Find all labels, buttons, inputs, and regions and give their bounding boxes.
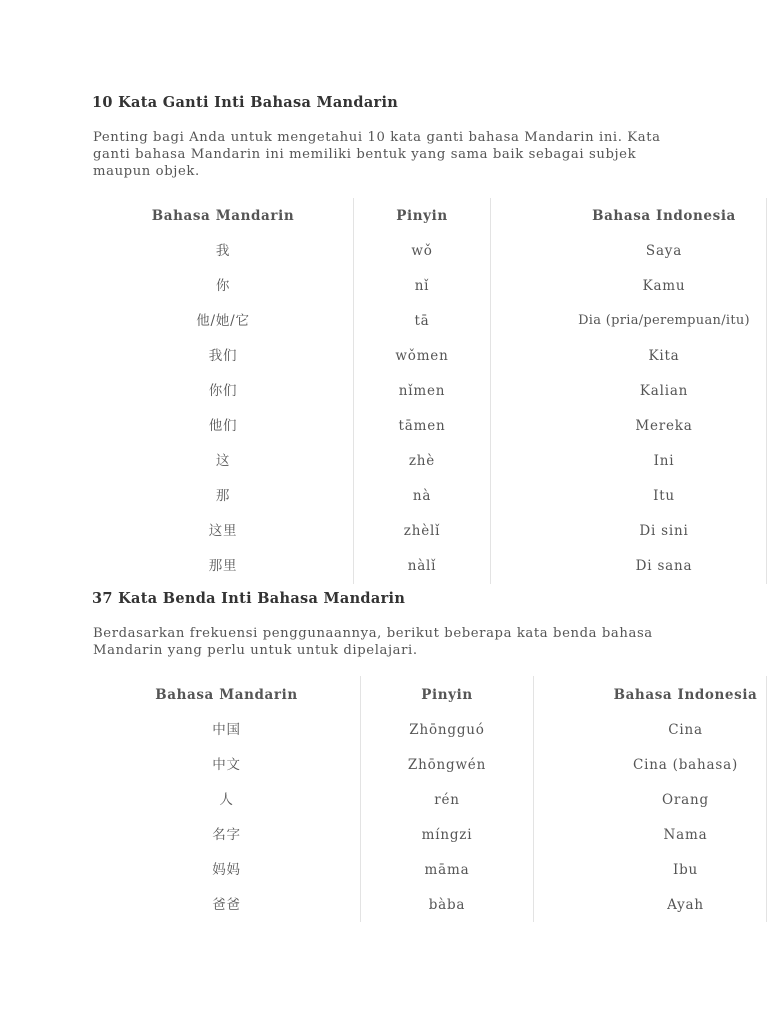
table-cell-indonesian: Itu — [653, 488, 675, 504]
section-1-title: 10 Kata Ganti Inti Bahasa Mandarin — [92, 94, 399, 111]
table-cell-mandarin: 人 — [219, 792, 234, 808]
table-cell-pinyin: nǐmen — [398, 383, 446, 399]
table-cell-pinyin: rén — [434, 792, 460, 808]
table-header-cell: Bahasa Mandarin — [151, 208, 295, 224]
table-cell-pinyin: nà — [412, 488, 432, 504]
column-divider — [533, 676, 534, 922]
table-cell-indonesian: Mereka — [635, 418, 693, 434]
table-cell-indonesian: Ayah — [667, 897, 704, 913]
table-cell-indonesian: Saya — [645, 243, 683, 259]
table-cell-pinyin: Zhōngwén — [407, 757, 487, 773]
table-cell-mandarin: 中国 — [212, 722, 241, 738]
table-cell-mandarin: 中文 — [212, 757, 241, 773]
table-cell-pinyin: wǒmen — [395, 348, 449, 364]
table-header-cell: Pinyin — [396, 208, 448, 224]
column-divider — [766, 676, 767, 922]
section-2-title: 37 Kata Benda Inti Bahasa Mandarin — [92, 590, 406, 607]
table-cell-indonesian: Nama — [663, 827, 708, 843]
table-cell-pinyin: māma — [424, 862, 470, 878]
column-divider — [766, 198, 767, 584]
table-cell-pinyin: zhèlǐ — [403, 523, 441, 539]
table-cell-mandarin: 我们 — [208, 348, 238, 364]
table-header-cell: Pinyin — [421, 687, 473, 703]
table-cell-pinyin: míngzi — [421, 827, 473, 843]
table-cell-mandarin: 你 — [215, 278, 231, 294]
table-cell-pinyin: Zhōngguó — [409, 722, 485, 738]
table-cell-mandarin: 他们 — [208, 418, 238, 434]
table-cell-pinyin: nǐ — [414, 278, 430, 294]
paragraph-line: Berdasarkan frekuensi penggunaannya, berikut beberapa kata benda bahasa — [93, 626, 653, 641]
paragraph-line: ganti bahasa Mandarin ini memiliki bentuk yang sama baik sebagai subjek — [93, 147, 637, 162]
table-cell-pinyin: wǒ — [411, 243, 433, 259]
table-cell-mandarin: 这 — [215, 453, 231, 469]
table-cell-indonesian: Kamu — [642, 278, 686, 294]
table-cell-mandarin: 名字 — [212, 827, 241, 843]
paragraph-line: Penting bagi Anda untuk mengetahui 10 kata ganti bahasa Mandarin ini. Kata — [93, 130, 661, 145]
table-cell-mandarin: 那里 — [208, 558, 238, 574]
table-cell-indonesian: Cina (bahasa) — [632, 757, 739, 773]
table-cell-mandarin: 爸爸 — [212, 897, 241, 913]
table-cell-indonesian: Dia (pria/perempuan/itu) — [578, 313, 750, 328]
table-cell-indonesian: Di sana — [635, 558, 693, 574]
table-cell-mandarin: 他/她/它 — [196, 313, 250, 329]
section-1-paragraph — [93, 129, 661, 180]
table-cell-pinyin: nàlǐ — [407, 558, 437, 574]
table-cell-indonesian: Cina — [668, 722, 703, 738]
table-header-cell: Bahasa Mandarin — [155, 687, 298, 703]
paragraph-line: maupun objek. — [93, 164, 200, 179]
table-cell-mandarin: 你们 — [208, 383, 238, 399]
table-cell-pinyin: zhè — [408, 453, 436, 469]
table-cell-mandarin: 我 — [215, 243, 231, 259]
table-cell-indonesian: Di sini — [639, 523, 689, 539]
paragraph-line: Mandarin yang perlu untuk untuk dipelajari. — [93, 643, 418, 658]
table-header-cell: Bahasa Indonesia — [613, 687, 758, 703]
table-cell-indonesian: Orang — [662, 792, 709, 808]
table-header-cell: Bahasa Indonesia — [592, 208, 736, 224]
table-cell-mandarin: 那 — [215, 488, 231, 504]
table-cell-pinyin: tāmen — [398, 418, 446, 434]
table-cell-indonesian: Ini — [653, 453, 675, 469]
table-cell-indonesian: Kalian — [639, 383, 689, 399]
table-cell-pinyin: tā — [414, 313, 430, 329]
section-2-paragraph — [93, 625, 653, 659]
table-cell-pinyin: bàba — [428, 897, 466, 913]
table-cell-indonesian: Kita — [648, 348, 680, 364]
column-divider — [490, 198, 491, 584]
table-cell-mandarin: 这里 — [208, 523, 238, 539]
table-cell-mandarin: 妈妈 — [212, 862, 241, 878]
table-cell-indonesian: Ibu — [672, 862, 699, 878]
